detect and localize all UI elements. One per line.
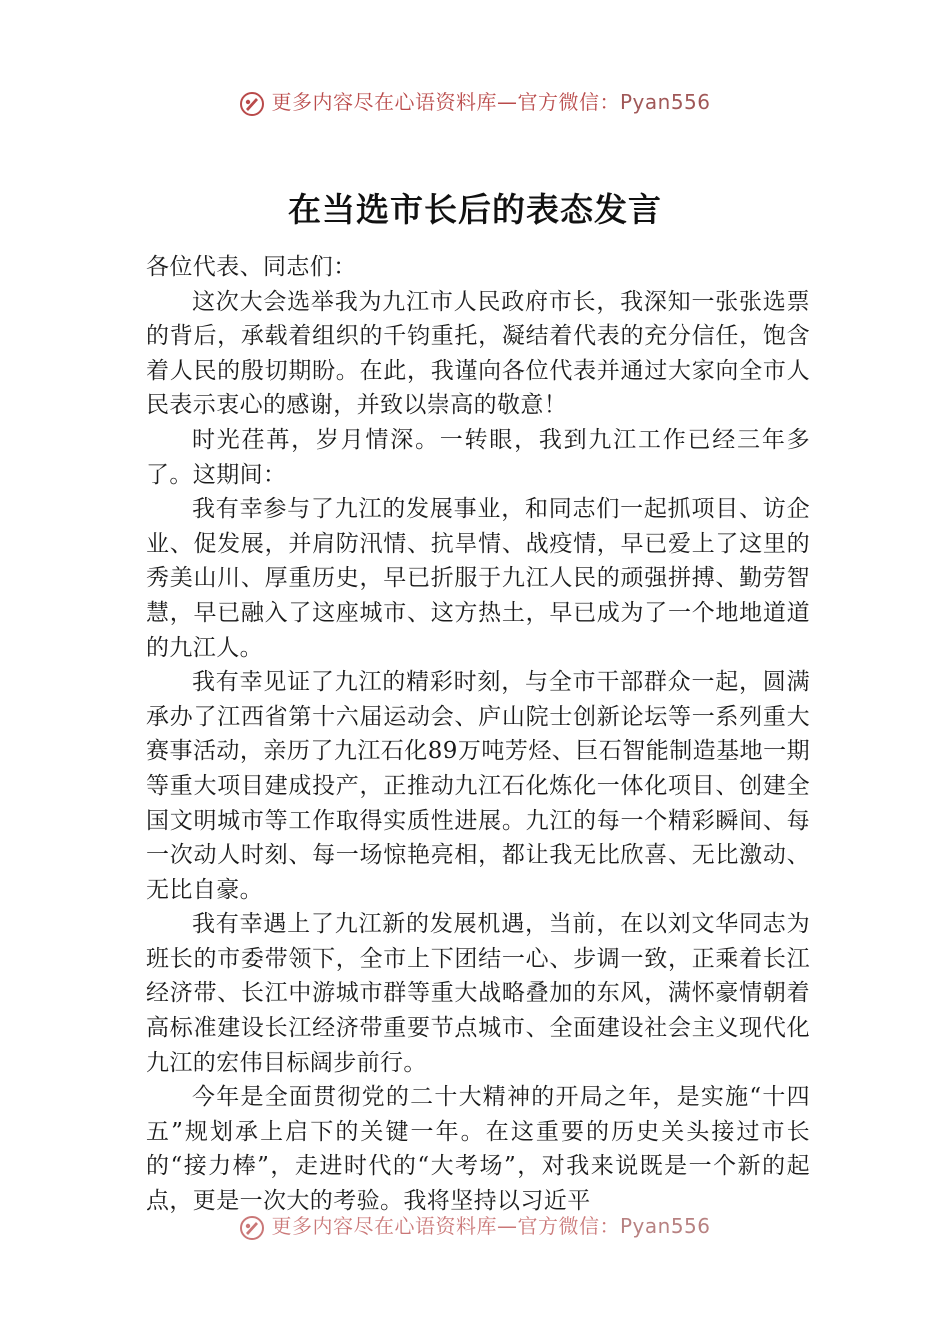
watermark-text: 更多内容尽在心语资料库—官方微信： (271, 90, 620, 114)
pen-logo-icon (239, 91, 265, 117)
paragraph: 我有幸参与了九江的发展事业，和同志们一起抓项目、访企业、促发展，并肩防汛情、抗旱情、战疫情，早已爱上了这里的秀美山川、厚重历史，早已折服于九江人民的顽强拼搏、勤劳智慧，早已融入了这座城市、这方热土，早已成为了一个地地道道的九江人。 (146, 496, 810, 661)
page-title: 在当选市长后的表态发言 (288, 190, 662, 229)
paragraph: 时光荏苒，岁月情深。一转眼，我到九江工作已经三年多了。这期间： (146, 426, 810, 488)
document-body (146, 250, 810, 1214)
watermark-wechat-id: Pyan556 (619, 90, 711, 114)
salutation: 各位代表、同志们： (146, 254, 357, 280)
paragraph: 我有幸遇上了九江新的发展机遇，当前，在以刘文华同志为班长的市委带领下，全市上下团结一心、步调一致，正乘着长江经济带、长江中游城市群等重大战略叠加的东风，满怀豪情朝着高标准建设长江经济带重要节点城市、全面建设社会主义现代化九江的宏伟目标阔步前行。 (146, 911, 810, 1076)
paragraph: 今年是全面贯彻党的二十大精神的开局之年，是实施“十四五”规划承上启下的关键一年。在这重要的历史关头接过市长的“接力棒”，走进时代的“大考场”，对我来说既是一个新的起点，更是一次大的考验。我将坚持以习近平 (146, 1084, 810, 1214)
document-body-clip (140, 250, 820, 1214)
paragraph: 这次大会选举我为九江市人民政府市长，我深知一张张选票的背后，承载着组织的千钧重托，凝结着代表的充分信任，饱含着人民的殷切期盼。在此，我谨向各位代表并通过大家向全市人民表示衷心的感谢，并致以崇高的敬意！ (146, 288, 810, 419)
footer-watermark (0, 1210, 950, 1241)
header-watermark (0, 86, 950, 117)
paragraph: 我有幸见证了九江的精彩时刻，与全市干部群众一起，圆满承办了江西省第十六届运动会、庐山院士创新论坛等一系列重大赛事活动，亲历了九江石化89万吨芳烃、巨石智能制造基地一期等重大项目建成投产，正推动九江石化炼化一体化项目、创建全国文明城市等工作取得实质性进展。九江的每一个精彩瞬间、每一次动人时刻、每一场惊艳亮相，都让我无比欣喜、无比激动、无比自豪。 (146, 669, 810, 903)
pen-logo-icon (239, 1215, 265, 1241)
watermark-wechat-id: Pyan556 (619, 1214, 711, 1238)
watermark-text: 更多内容尽在心语资料库—官方微信： (271, 1214, 620, 1238)
